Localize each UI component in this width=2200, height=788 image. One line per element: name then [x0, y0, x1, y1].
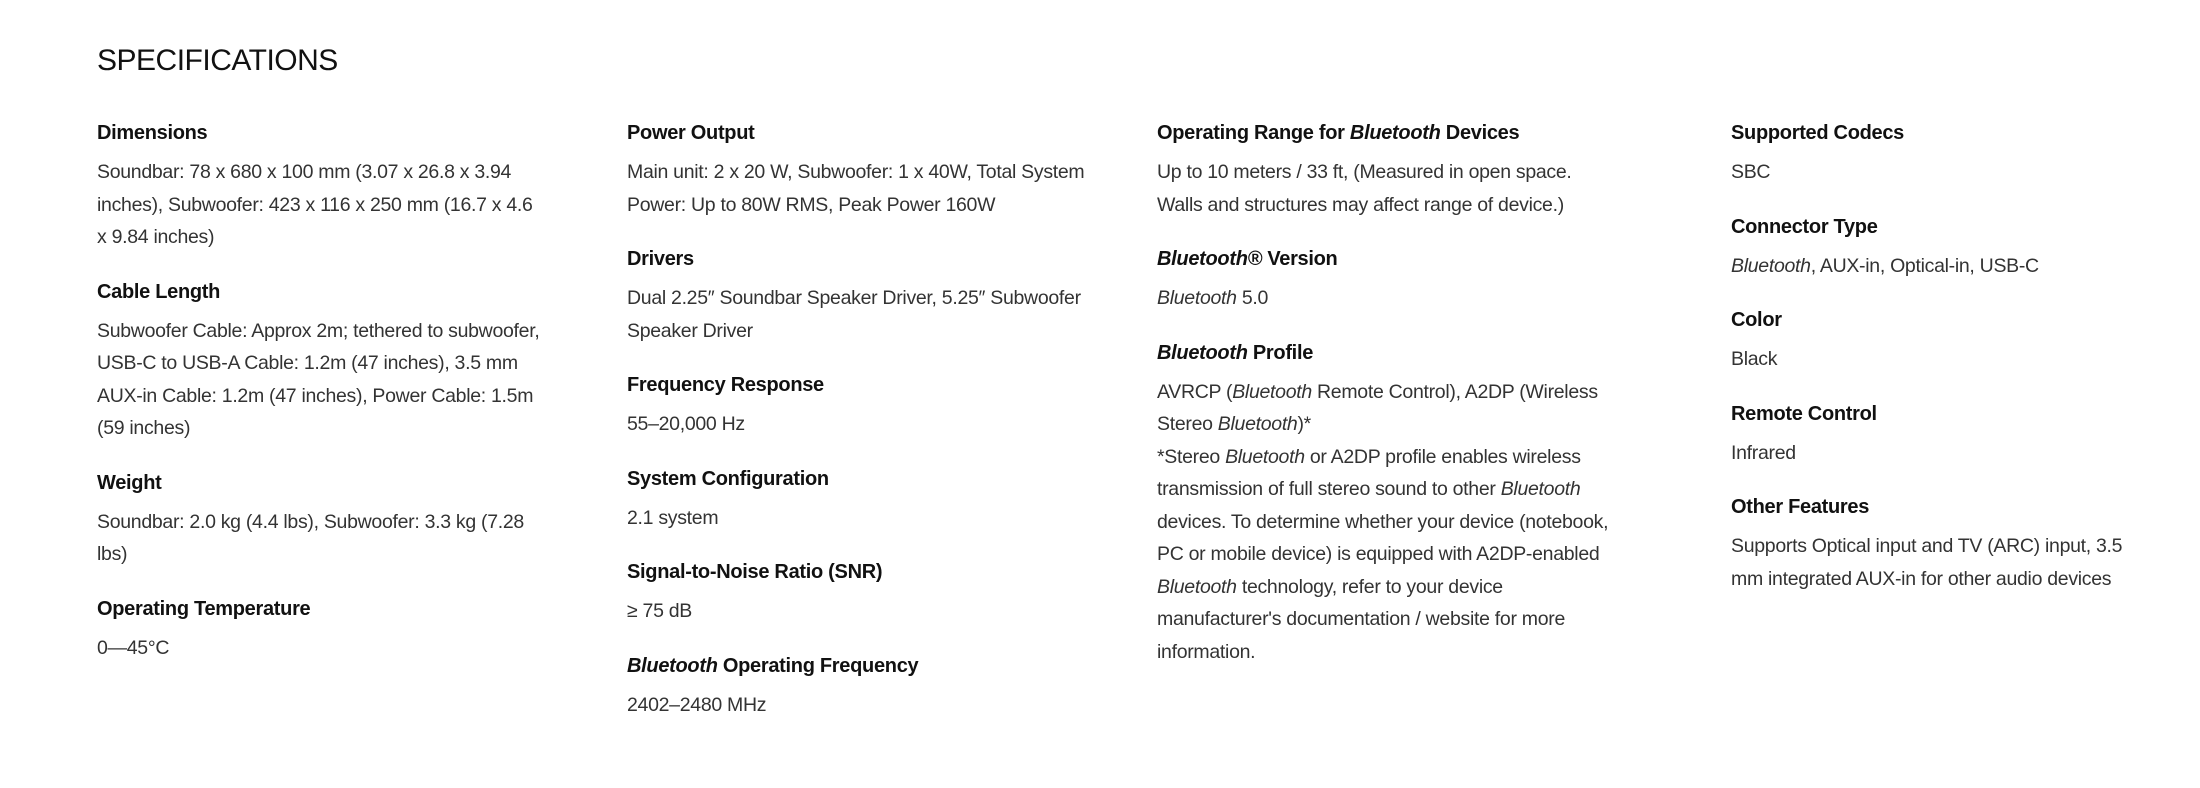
spec-value — [97, 632, 547, 665]
spec-value — [1157, 282, 1617, 315]
text-segment: Color — [1731, 309, 1782, 331]
text-segment: Soundbar: 78 x 680 x 100 mm (3.07 x 26.8 x 3.94 inches), Subwoofer: 423 x 116 x 250 mm (16.7 x 4.6 x 9.84 inches) — [97, 161, 533, 248]
spec-value — [627, 689, 1087, 722]
text-segment: Dimensions — [97, 122, 208, 144]
spec-item — [1157, 244, 1617, 315]
text-segment: , AUX-in, Optical-in, USB-C — [1810, 254, 2039, 277]
text-segment: devices. To determine whether your device (notebook, PC or mobile device) is equipped with A2DP-enabled — [1157, 510, 1609, 565]
text-segment: or A2DP profile enables wireless transmission of full stereo sound to other — [1157, 445, 1581, 500]
spec-label — [97, 468, 547, 498]
spec-column-4 — [1731, 118, 2151, 618]
text-segment: SBC — [1731, 161, 1771, 183]
spec-label — [1731, 118, 2151, 148]
spec-label — [1731, 399, 2151, 429]
spec-label — [627, 370, 1087, 400]
text-segment: Bluetooth — [1217, 413, 1298, 435]
spec-label — [627, 651, 1087, 681]
spec-item — [627, 464, 1087, 535]
spec-item — [1731, 492, 2151, 595]
text-segment: Power Output — [627, 122, 755, 144]
text-segment: *Stereo — [1157, 445, 1226, 468]
spec-value — [97, 506, 547, 571]
text-segment: Bluetooth — [1225, 445, 1305, 468]
text-segment: Connector Type — [1731, 215, 1878, 238]
text-segment: Bluetooth — [1157, 341, 1248, 364]
spec-item — [627, 370, 1087, 441]
text-segment: Dual 2.25″ Soundbar Speaker Driver, 5.25″ Subwoofer Speaker Driver — [627, 287, 1081, 342]
spec-label — [97, 594, 547, 624]
spec-item — [97, 118, 547, 254]
text-segment: Operating Range for — [1157, 122, 1350, 144]
text-segment: Version — [1262, 248, 1338, 270]
spec-item — [1731, 305, 2151, 376]
text-segment: Bluetooth® — [1157, 248, 1263, 270]
text-segment: technology, refer to your device manufacturer's documentation / website for more information. — [1157, 575, 1565, 663]
spec-label — [1731, 212, 2151, 242]
spec-item — [1731, 118, 2151, 189]
text-segment: Bluetooth — [1500, 478, 1581, 500]
spec-item — [97, 594, 547, 665]
spec-item — [627, 118, 1087, 221]
text-segment: Remote Control), A2DP (Wireless Stereo — [1157, 380, 1598, 435]
spec-value — [1731, 530, 2151, 595]
text-segment: Soundbar: 2.0 kg (4.4 lbs), Subwoofer: 3.3 kg (7.28 lbs) — [97, 510, 524, 565]
text-segment: System Configuration — [627, 467, 829, 490]
spec-item — [627, 651, 1087, 722]
page-title: SPECIFICATIONS — [97, 44, 338, 77]
spec-label — [1731, 305, 2151, 335]
text-segment: Bluetooth — [1731, 254, 1811, 277]
text-segment: Drivers — [627, 248, 694, 270]
spec-value — [1731, 437, 2151, 470]
text-segment: Up to 10 meters / 33 ft, (Measured in open space. Walls and structures may affect range of device.) — [1157, 161, 1572, 216]
spec-item — [1731, 399, 2151, 470]
text-segment: Main unit: 2 x 20 W, Subwoofer: 1 x 40W, Total System Power: Up to 80W RMS, Peak Power 160W — [627, 161, 1085, 216]
spec-label — [1157, 118, 1617, 148]
spec-value — [627, 156, 1087, 221]
spec-column-2 — [627, 118, 1087, 744]
text-segment: 0—45°C — [97, 636, 170, 659]
spec-column-1 — [97, 118, 547, 687]
spec-item — [97, 277, 547, 445]
text-segment: Bluetooth — [1157, 287, 1237, 309]
text-segment: Bluetooth — [627, 654, 718, 677]
text-segment: Operating Temperature — [97, 597, 311, 620]
text-segment: )* — [1297, 413, 1311, 435]
text-segment: 2.1 system — [627, 506, 719, 529]
text-segment: Profile — [1247, 341, 1314, 364]
text-segment: Weight — [97, 471, 162, 494]
text-segment: Frequency Response — [627, 374, 824, 396]
text-segment: 5.0 — [1236, 287, 1269, 309]
spec-label — [627, 464, 1087, 494]
spec-value — [627, 595, 1087, 628]
spec-column-3 — [1157, 118, 1617, 691]
text-segment: Supported Codecs — [1731, 122, 1904, 144]
spec-item — [1731, 212, 2151, 283]
spec-item — [1157, 118, 1617, 221]
text-segment: Infrared — [1731, 441, 1796, 464]
spec-label — [97, 277, 547, 307]
text-segment: Supports Optical input and TV (ARC) input, 3.5 mm integrated AUX-in for other audio devices — [1731, 535, 2123, 590]
text-segment: Black — [1731, 348, 1778, 370]
spec-value — [1157, 156, 1617, 221]
spec-value — [627, 282, 1087, 347]
spec-label — [1157, 244, 1617, 274]
text-segment: Subwoofer Cable: Approx 2m; tethered to subwoofer, USB-C to USB-A Cable: 1.2m (47 inches), 3.5 mm AUX-in Cable: 1.2m (47 inches), Power Cable: 1.5m (59 inches) — [97, 319, 540, 439]
spec-value — [97, 315, 547, 445]
spec-label — [97, 118, 547, 148]
text-segment: Remote Control — [1731, 402, 1877, 425]
spec-item — [97, 468, 547, 571]
spec-label — [1731, 492, 2151, 522]
text-segment: Bluetooth — [1157, 575, 1237, 598]
spec-value — [627, 502, 1087, 535]
spec-label — [627, 118, 1087, 148]
text-segment: Bluetooth — [1232, 380, 1312, 403]
text-segment: 55–20,000 Hz — [627, 413, 745, 435]
text-segment: AVRCP ( — [1157, 380, 1233, 403]
text-segment: 2402–2480 MHz — [627, 693, 767, 716]
text-segment: Cable Length — [97, 280, 221, 303]
text-segment: Devices — [1440, 122, 1520, 144]
spec-label — [1157, 338, 1617, 368]
spec-item — [627, 244, 1087, 347]
spec-value — [627, 408, 1087, 441]
spec-value — [1157, 376, 1617, 669]
spec-value — [1731, 156, 2151, 189]
spec-value — [1731, 343, 2151, 376]
text-segment: Other Features — [1731, 496, 1870, 518]
text-segment: ≥ 75 dB — [627, 600, 692, 622]
text-segment: Signal-to-Noise Ratio (SNR) — [627, 561, 883, 583]
spec-label — [627, 557, 1087, 587]
spec-label — [627, 244, 1087, 274]
text-segment: Bluetooth — [1349, 122, 1441, 144]
spec-item — [1157, 338, 1617, 669]
spec-item — [627, 557, 1087, 628]
text-segment: Operating Frequency — [717, 654, 919, 677]
spec-value — [97, 156, 547, 254]
spec-value — [1731, 250, 2151, 283]
